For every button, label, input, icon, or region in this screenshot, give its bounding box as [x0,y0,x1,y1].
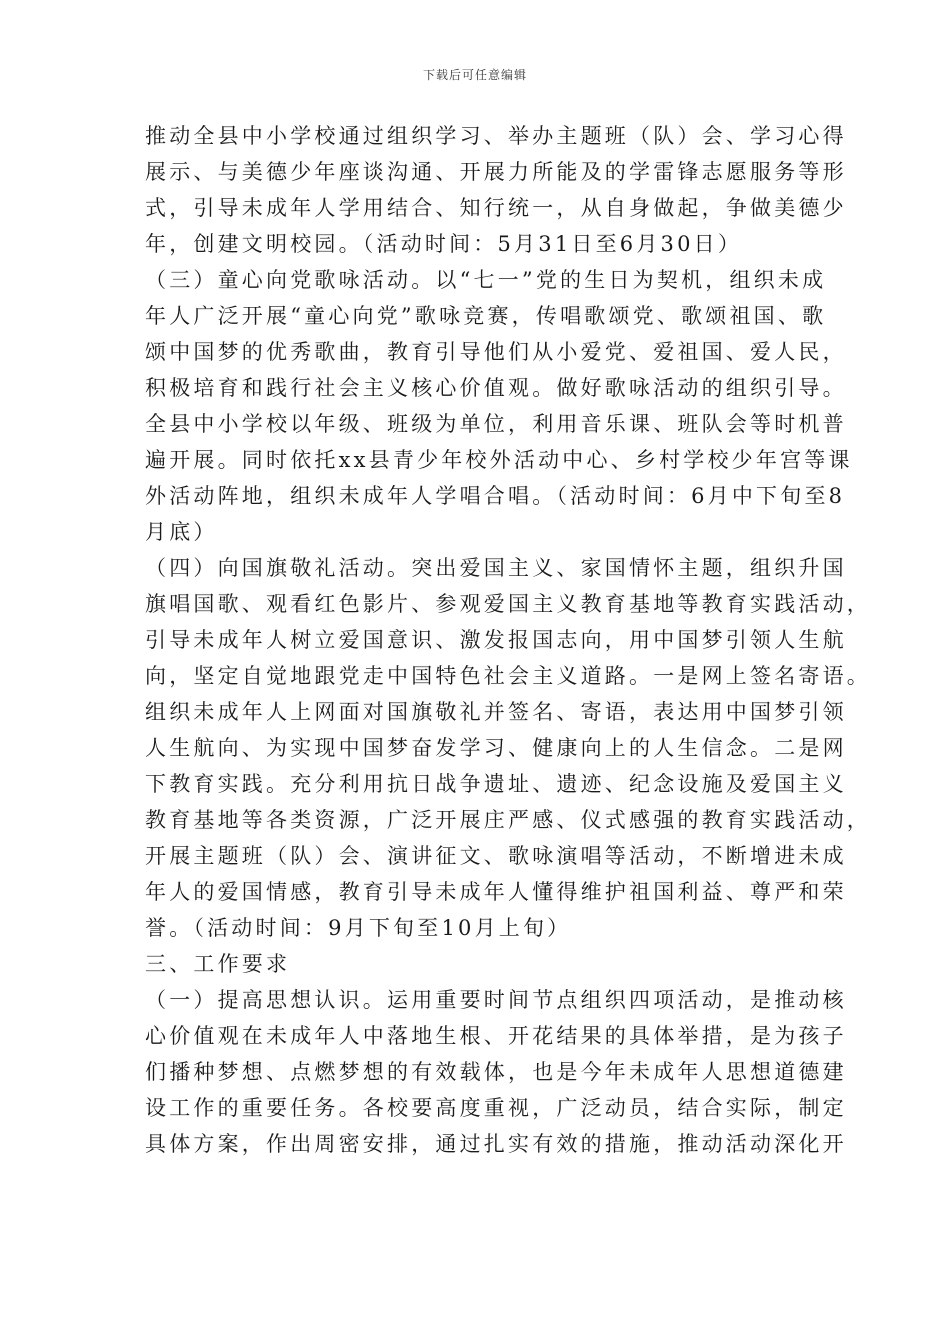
text-line: 颂中国梦的优秀歌曲，教育引导他们从小爱党、爱祖国、爱人民， [145,340,847,364]
text-line: 人生航向、为实现中国梦奋发学习、健康向上的人生信念。二是网 [145,736,847,760]
text-line: 开展主题班（队）会、演讲征文、歌咏演唱等活动，不断增进未成 [145,844,847,868]
text-line: 遍开展。同时依托xx县青少年校外活动中心、乡村学校少年宫等课 [145,448,853,472]
text-line: 心价值观在未成年人中落地生根、开花结果的具体举措，是为孩子 [145,1024,847,1048]
section-heading: 三、工作要求 [145,952,291,976]
text-line: （四）向国旗敬礼活动。突出爱国主义、家国情怀主题，组织升国 [145,556,847,580]
text-line: 年，创建文明校园。（活动时间：5月31日至6月30日） [145,232,743,256]
text-line: 教育基地等各类资源，广泛开展庄严感、仪式感强的教育实践活动， [145,808,871,832]
text-line: 下教育实践。充分利用抗日战争遗址、遗迹、纪念设施及爱国主义 [145,772,847,796]
text-line: 引导未成年人树立爱国意识、激发报国志向，用中国梦引领人生航 [145,628,847,652]
text-line: 组织未成年人上网面对国旗敬礼并签名、寄语，表达用中国梦引领 [145,700,847,724]
text-line: 向，坚定自觉地跟党走中国特色社会主义道路。一是网上签名寄语。 [145,664,871,688]
text-line: 外活动阵地，组织未成年人学唱合唱。（活动时间：6月中下旬至8 [145,484,846,508]
text-line: 月底） [145,520,218,544]
text-line: 誉。（活动时间：9月下旬至10月上旬） [145,916,572,940]
text-line: 年人的爱国情感，教育引导未成年人懂得维护祖国利益、尊严和荣 [145,880,847,904]
text-line: 式，引导未成年人学用结合、知行统一，从自身做起，争做美德少 [145,196,847,220]
page-header: 下载后可任意编辑 [422,68,527,82]
text-line: 们播种梦想、点燃梦想的有效载体，也是今年未成年人思想道德建 [145,1060,847,1084]
text-line: 年人广泛开展“童心向党”歌咏竞赛，传唱歌颂党、歌颂祖国、歌 [145,304,827,328]
document-body [145,118,871,1162]
text-line: 具体方案，作出周密安排，通过扎实有效的措施，推动活动深化开 [145,1132,847,1156]
text-line: 推动全县中小学校通过组织学习、举办主题班（队）会、学习心得 [145,124,847,148]
text-line: （一）提高思想认识。运用重要时间节点组织四项活动，是推动核 [145,988,847,1012]
text-line: 设工作的重要任务。各校要高度重视，广泛动员，结合实际，制定 [145,1096,847,1120]
text-line: 旗唱国歌、观看红色影片、参观爱国主义教育基地等教育实践活动， [145,592,871,616]
text-line: 展示、与美德少年座谈沟通、开展力所能及的学雷锋志愿服务等形 [145,160,847,184]
text-line: 积极培育和践行社会主义核心价值观。做好歌咏活动的组织引导。 [145,376,847,400]
text-line: 全县中小学校以年级、班级为单位，利用音乐课、班队会等时机普 [145,412,847,436]
text-line: （三）童心向党歌咏活动。以“七一”党的生日为契机，组织未成 [145,268,827,292]
